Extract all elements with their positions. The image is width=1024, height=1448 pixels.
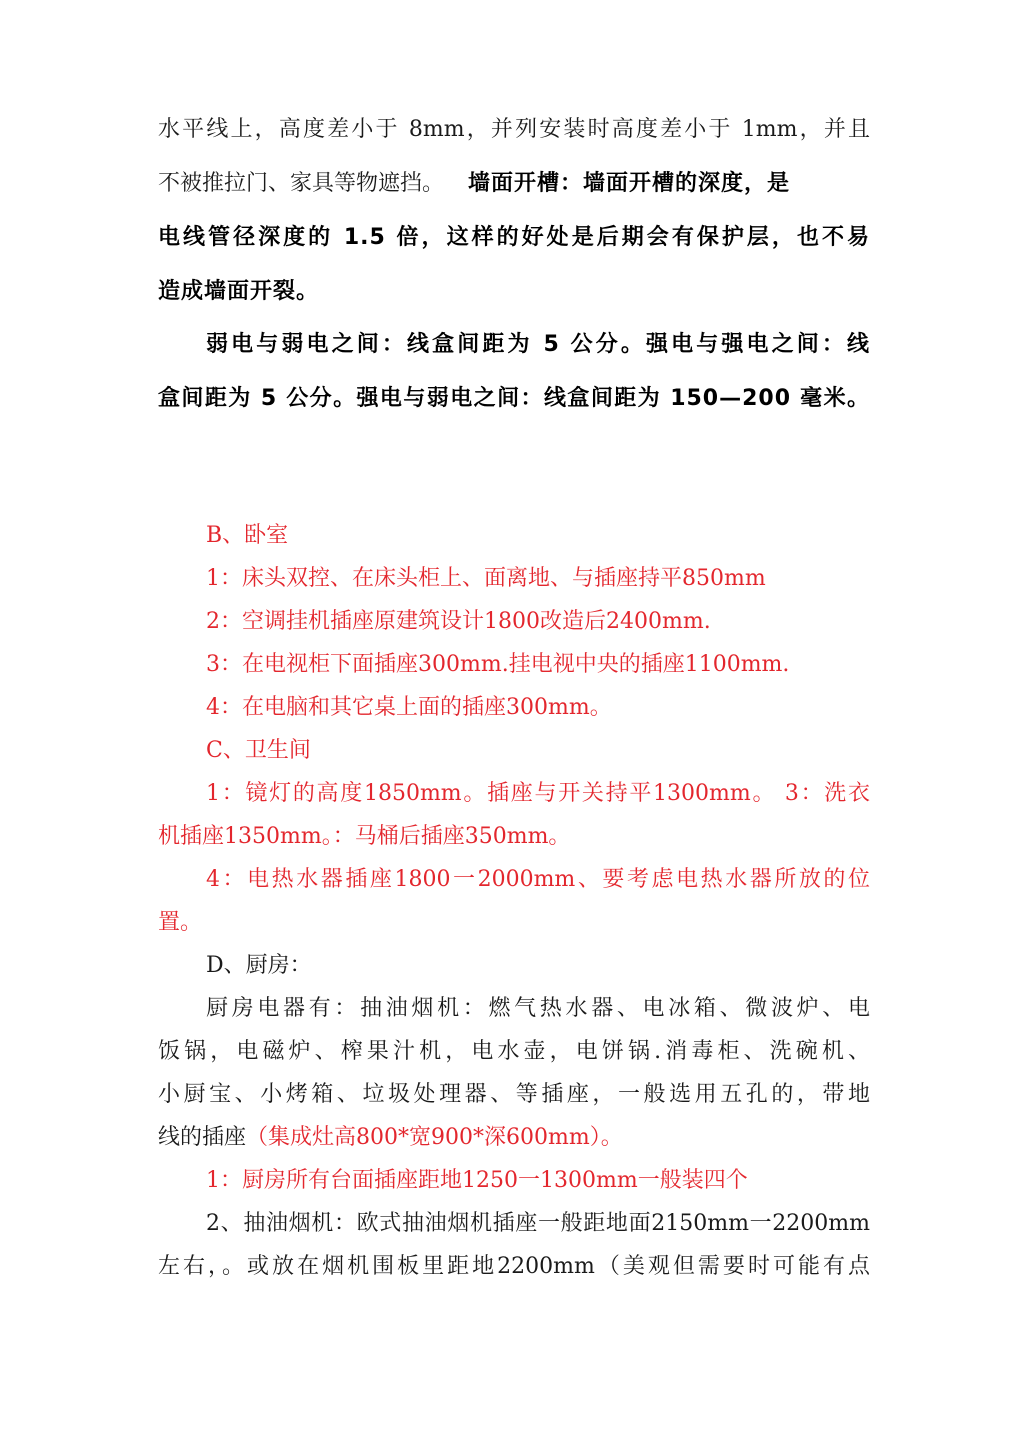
- section-title-bathroom: C、卫生间: [206, 738, 311, 763]
- text-run: 不被推拉门、家具等物遮挡。: [158, 171, 445, 196]
- bold-text-run: 墙面开槽：墙面开槽的深度，是: [468, 171, 791, 196]
- paragraph-line: 造成墙面开裂。: [158, 279, 320, 304]
- paragraph-line: 水平线上，高度差小于 8mm，并列安装时高度差小于 1mm，并且: [158, 117, 870, 142]
- paragraph-line: [158, 169, 790, 199]
- section-title-bedroom: B、卧室: [206, 523, 289, 548]
- list-item: 2、抽油烟机：欧式抽油烟机插座一般距地面2150mm一2200mm: [206, 1211, 870, 1236]
- red-text-run: （集成灶高800*宽900*深600mm）。: [246, 1125, 623, 1150]
- list-item: 1：床头双控、在床头柜上、面离地、与插座持平850mm: [206, 566, 766, 591]
- section-title-kitchen: D、厨房：: [206, 953, 312, 978]
- paragraph-line: 小厨宝、小烤箱、垃圾处理器、等插座，一般选用五孔的，带地: [158, 1082, 870, 1107]
- paragraph-line: 电线管径深度的 1.5 倍，这样的好处是后期会有保护层，也不易: [158, 225, 870, 250]
- paragraph-line: [158, 1123, 623, 1153]
- paragraph-line: 盒间距为 5 公分。强电与弱电之间：线盒间距为 150—200 毫米。: [158, 386, 870, 411]
- paragraph-line: 弱电与弱电之间：线盒间距为 5 公分。强电与强电之间：线: [206, 332, 870, 357]
- list-item: 1：镜灯的高度1850mm。插座与开关持平1300mm。 3：洗衣: [206, 781, 870, 806]
- paragraph-line: 厨房电器有：抽油烟机：燃气热水器、电冰箱、微波炉、电: [206, 996, 870, 1021]
- list-item: 2：空调挂机插座原建筑设计1800改造后2400mm.: [206, 609, 711, 634]
- list-item: 4：电热水器插座1800一2000mm、要考虑电热水器所放的位: [206, 867, 870, 892]
- list-item: 3：在电视柜下面插座300mm.挂电视中央的插座1100mm.: [206, 652, 790, 677]
- paragraph-line: 饭锅，电磁炉、榨果汁机，电水壶，电饼锅.消毒柜、洗碗机、: [158, 1039, 870, 1064]
- list-item: 置。: [158, 910, 203, 935]
- list-item: 机插座1350mm。：马桶后插座350mm。: [158, 824, 571, 849]
- list-item: 左右，。或放在烟机围板里距地2200mm（美观但需要时可能有点: [158, 1254, 870, 1279]
- list-item: 1：厨房所有台面插座距地1250一1300mm一般装四个: [206, 1168, 748, 1193]
- list-item: 4：在电脑和其它桌上面的插座300mm。: [206, 695, 612, 720]
- text-run: 线的插座: [158, 1125, 247, 1150]
